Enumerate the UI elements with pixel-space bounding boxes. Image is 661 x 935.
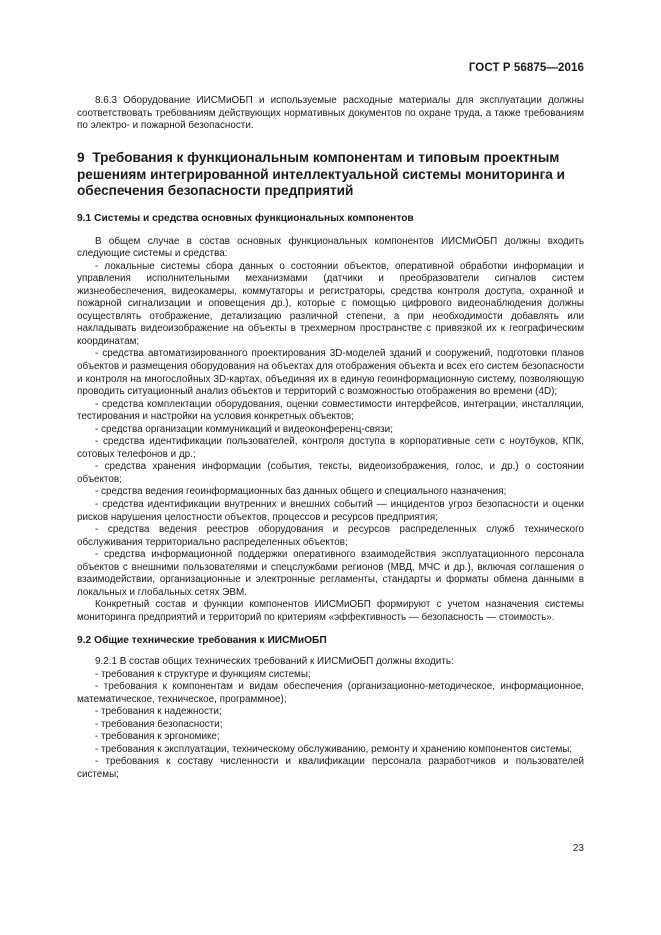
list-item: - средства ведения геоинформационных баз данных общего и специального назначения;: [95, 486, 507, 498]
list-item: - средства комплектации оборудования, оценки совместимости интерфейсов, интеграции, инсталляции, тестирования и настройки на условия конкретных объектов;: [77, 398, 584, 423]
list-item: - требования к компонентам и видам обеспечения (организационно-методическое, информационное, математическое, техническое, программное);: [77, 681, 584, 705]
list-item: - средства информационной поддержки оперативного взаимодействия эксплуатационного персонала объектов с внешними пользователями и спецслужбами регионов (МВД, МЧС и др.), включая соглашения о взаимодействии, организационные и электронные регламенты, стандарты и форматы обмена данными в локальных и глобальных сетях ЭВМ.: [77, 549, 584, 598]
section-9-1-lead: В общем случае в состав основных функциональных компонентов ИИСМиОБП должны входить следующие системы и средства:: [77, 235, 584, 260]
section-9-2-lead: 9.2.1 В состав общих технических требований к ИИСМиОБП должны входить:: [95, 656, 454, 668]
list-item: - требования к составу численности и квалификации персонала разработчиков и пользователей системы;: [77, 756, 584, 780]
document-code: ГОСТ Р 56875—2016: [468, 62, 584, 74]
section-9-1: [77, 213, 584, 782]
list-item: - локальные системы сбора данных о состоянии объектов, оперативной обработки информации и управления исполнительными механизмами (датчики и преобразователи сигналов систем жизнеобеспечения, видеокамеры, коммутаторы и регистраторы, средства контроля доступа, охранной и пожарной сигнализации и оповещения др.), которые с помощью цифрового видеонаблюдения должны осуществлять отображение, детализацию различной степени, а при необходимости добавлять или накладывать видеоизображение на объекты в трехмерном пространстве с привязкой их к географическим координатам;: [77, 260, 584, 347]
list-item: - требования к надежности;: [95, 706, 222, 718]
paragraph-8-6-3: 8.6.3 Оборудование ИИСМиОБП и используемые расходные материалы для эксплуатации должны соответствовать требованиям действующих нормативных документов по охране труда, а также требованиям по электро- и пожарной безопасности.: [77, 95, 584, 132]
section-9-1-heading: [77, 213, 584, 226]
list-item: - требования безопасности;: [95, 718, 223, 730]
section-9-1-title: Системы и средства основных функциональных компонентов: [94, 213, 414, 224]
section-9-number: 9: [77, 150, 85, 165]
section-9-2-number: 9.2: [77, 634, 92, 646]
section-9-2-title: Общие технические требования к ИИСМиОБП: [94, 634, 327, 646]
section-9-heading: [77, 150, 584, 200]
list-item: - средства идентификации внутренних и внешних событий — инцидентов угроз безопасности и оценки рисков нарушения целостности объектов, процессов и ресурсов предприятия;: [77, 499, 584, 523]
page-number: 23: [572, 843, 584, 854]
list-item: - средства идентификации пользователей, контроля доступа в корпоративные сети с ноутбуков, КПК, сотовых телефонов и др.;: [77, 436, 584, 460]
list-item: - требования к эксплуатации, техническому обслуживанию, ремонту и хранению компонентов системы;: [95, 743, 573, 755]
section-9-title: Требования к функциональным компонентам и типовым проектным решениям интегрированной интеллектуальной системы мониторинга и обеспечения безопасности предприятий: [77, 150, 565, 198]
section-9-2-heading: [77, 635, 584, 648]
section-9-1-number: 9.1: [77, 213, 92, 224]
list-item: - средства организации коммуникаций и видеоконференц-связи;: [95, 423, 393, 435]
section-9-1-closing: Конкретный состав и функции компонентов ИИСМиОБП формируют с учетом назначения системы мониторинга предприятий и территорий по критериям «эффективность — безопасность — стоимость».: [77, 599, 584, 623]
list-item: - требования к структуре и функциям системы;: [95, 668, 311, 680]
intro-block: [77, 95, 584, 133]
list-item: - требования к эргономике;: [95, 731, 220, 743]
list-item: - средства ведения реестров оборудования и ресурсов распределенных служб технического обслуживания территориально распределенных объектов;: [77, 524, 584, 548]
list-item: - средства хранения информации (события, тексты, видеоизображения, голос, и др.) о состоянии объектов;: [77, 461, 584, 485]
list-item: - средства автоматизированного проектирования 3D-моделей зданий и сооружений, подготовки планов объектов и размещения оборудования на объектах для отображения объекта и всех его систем безопасности и контроля на многослойных 3D-картах, объединяя их в единую геоинформационную систему, позволяющую проводить ситуационный анализ объектов и территорий с возможностью отображения во времени (4D);: [77, 348, 584, 398]
